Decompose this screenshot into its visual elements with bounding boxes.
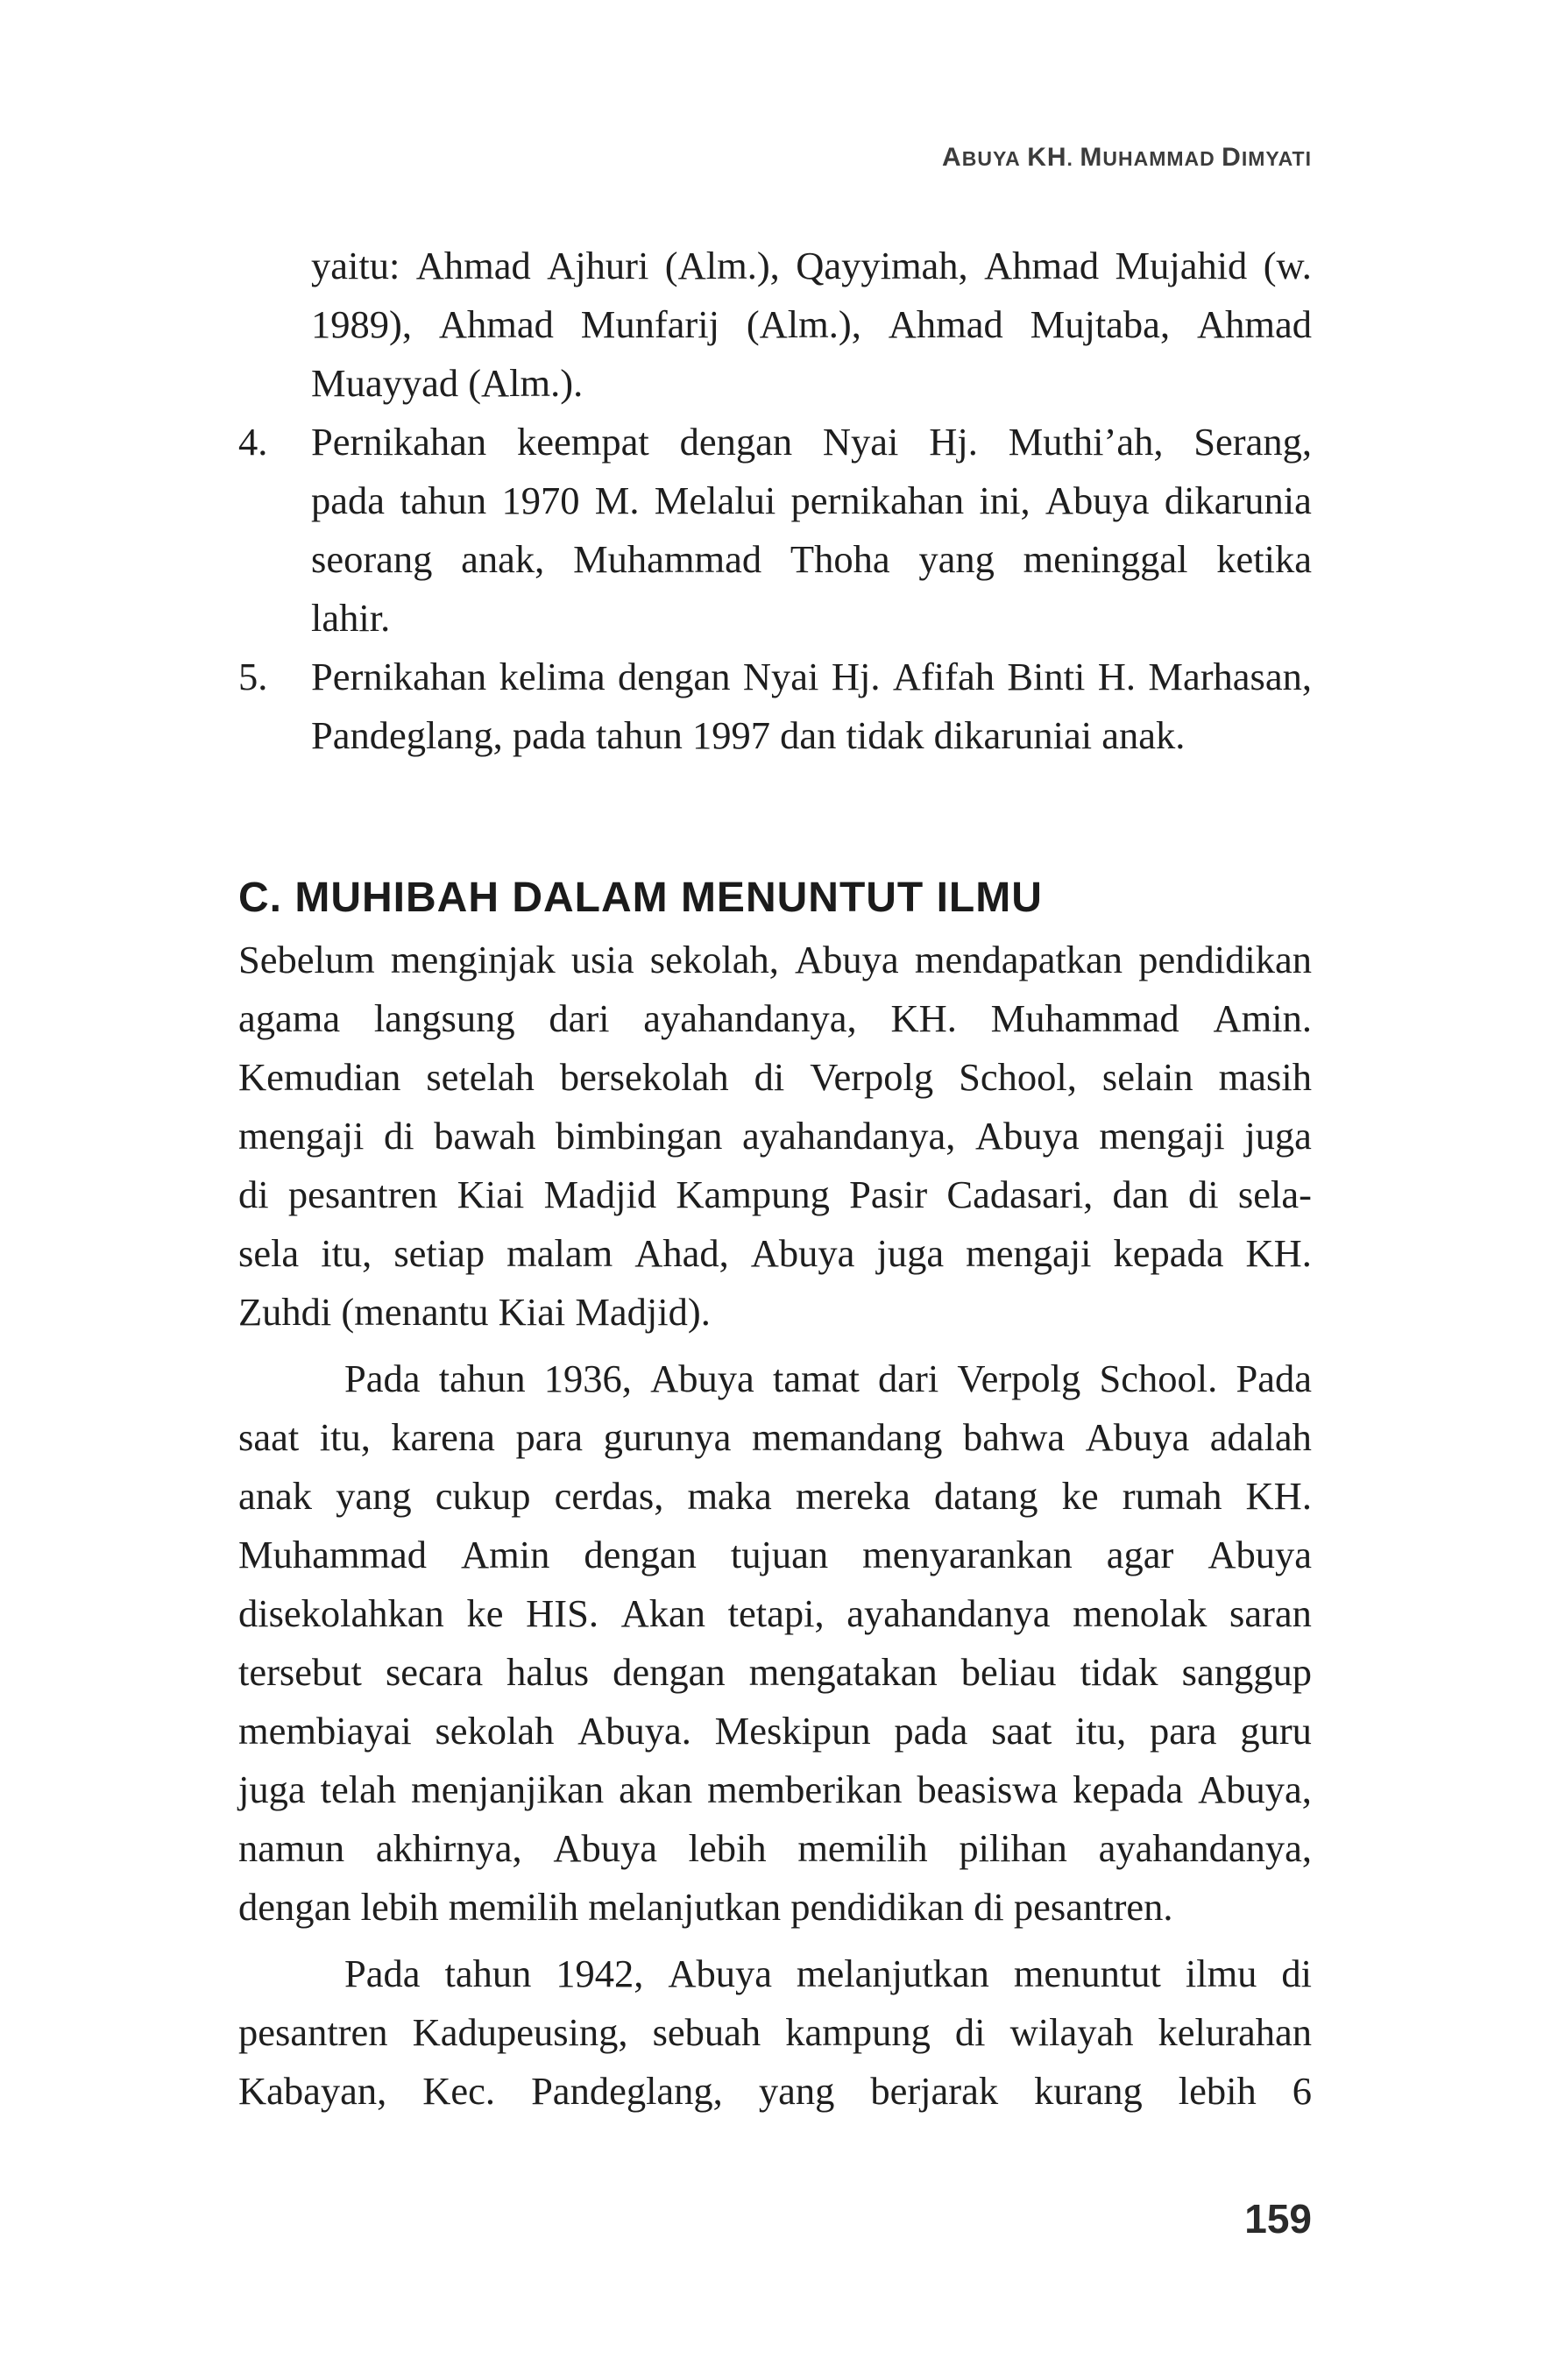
numbered-list <box>238 413 1312 765</box>
text-line: Pada tahun 1936, Abuya tamat dari Verpolg School. Pada <box>344 1356 1312 1400</box>
text-line: Kemudian setelah bersekolah di Verpolg School, selain masih <box>238 1055 1312 1099</box>
paragraph <box>238 1944 1312 2121</box>
section-heading: C. MUHIBAH DALAM MENUNTUT ILMU <box>238 875 1043 921</box>
text-line: saat itu, karena para gurunya memandang bahwa Abuya adalah <box>238 1415 1312 1459</box>
text-line: 1989), Ahmad Munfarij (Alm.), Ahmad Mujtaba, Ahmad <box>311 302 1312 346</box>
text-line: namun akhirnya, Abuya lebih memilih pilihan ayahandanya, <box>238 1826 1312 1870</box>
paragraph <box>238 1349 1312 1937</box>
text-line: seorang anak, Muhammad Thoha yang meninggal ketika <box>311 537 1312 581</box>
text-line: pada tahun 1970 M. Melalui pernikahan ini, Abuya dikarunia <box>311 478 1312 522</box>
text-line: Kabayan, Kec. Pandeglang, yang berjarak kurang lebih 6 <box>238 2069 1312 2113</box>
text-line: juga telah menjanjikan akan memberikan beasiswa kepada Abuya, <box>238 1767 1312 1811</box>
list-item <box>238 648 1312 765</box>
list-item <box>238 413 1312 648</box>
text-line: anak yang cukup cerdas, maka mereka datang ke rumah KH. <box>238 1474 1312 1518</box>
list-item-number: 4. <box>238 420 268 464</box>
text-line: disekolahkan ke HIS. Akan tetapi, ayahandanya menolak saran <box>238 1591 1312 1635</box>
text-line: dengan lebih memilih melanjutkan pendidikan di pesantren. <box>238 1885 1173 1929</box>
text-line: Zuhdi (menantu Kiai Madjid). <box>238 1290 711 1334</box>
text-line: sela itu, setiap malam Ahad, Abuya juga mengaji kepada KH. <box>238 1231 1312 1275</box>
text-line: di pesantren Kiai Madjid Kampung Pasir Cadasari, dan di sela- <box>238 1172 1312 1216</box>
text-line: Pada tahun 1942, Abuya melanjutkan menuntut ilmu di <box>344 1951 1312 1995</box>
running-header: ABUYA KH. MUHAMMAD DIMYATI <box>942 143 1312 172</box>
text-line: Muayyad (Alm.). <box>311 361 584 405</box>
text-line: tersebut secara halus dengan mengatakan beliau tidak sanggup <box>238 1650 1312 1694</box>
text-line: Muhammad Amin dengan tujuan menyarankan agar Abuya <box>238 1533 1312 1576</box>
text-line: Pernikahan kelima dengan Nyai Hj. Afifah Binti H. Marhasan, <box>311 655 1312 698</box>
text-line: Pernikahan keempat dengan Nyai Hj. Muthi’ah, Serang, <box>311 420 1312 464</box>
paragraph <box>238 931 1312 1342</box>
list-item-continuation <box>238 237 1312 413</box>
text-line: agama langsung dari ayahandanya, KH. Muhammad Amin. <box>238 996 1312 1040</box>
page-number: 159 <box>1244 2196 1312 2242</box>
text-line: Sebelum menginjak usia sekolah, Abuya mendapatkan pendidikan <box>238 938 1312 981</box>
text-line: Pandeglang, pada tahun 1997 dan tidak dikaruniai anak. <box>311 713 1186 757</box>
page-content <box>238 237 1312 2121</box>
list-item-number: 5. <box>238 655 268 698</box>
text-line: membiayai sekolah Abuya. Meskipun pada saat itu, para guru <box>238 1709 1312 1753</box>
text-line: yaitu: Ahmad Ajhuri (Alm.), Qayyimah, Ahmad Mujahid (w. <box>311 244 1312 287</box>
text-line: mengaji di bawah bimbingan ayahandanya, Abuya mengaji juga <box>238 1114 1312 1158</box>
text-line: lahir. <box>311 596 391 640</box>
section-body <box>238 931 1312 2121</box>
text-line: pesantren Kadupeusing, sebuah kampung di wilayah kelurahan <box>238 2010 1312 2054</box>
